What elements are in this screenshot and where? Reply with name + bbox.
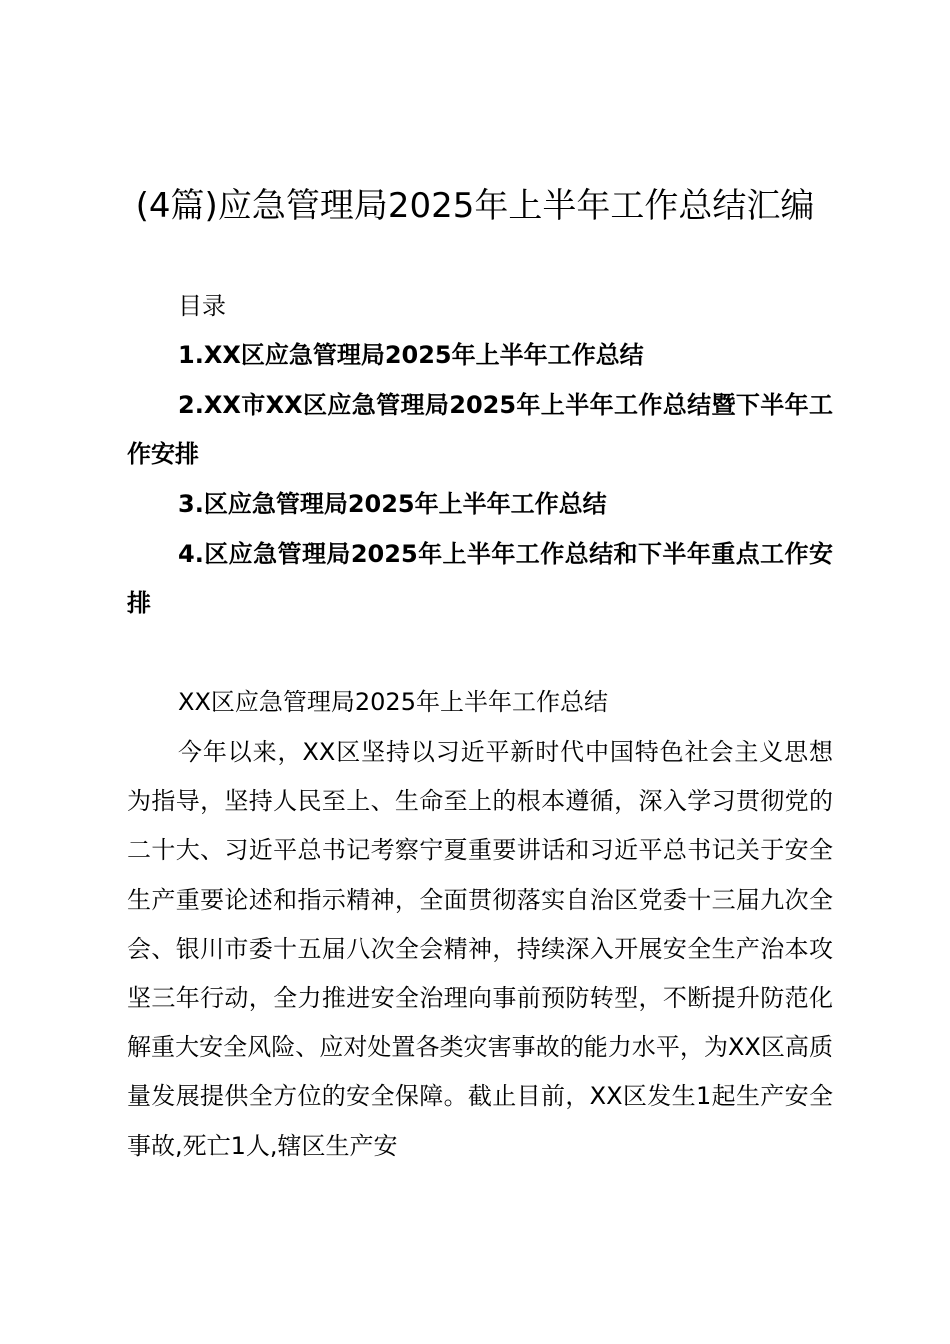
document-title: (4篇)应急管理局2025年上半年工作总结汇编 — [135, 186, 815, 226]
body-paragraph: 今年以来，XX区坚持以习近平新时代中国特色社会主义思想为指导，坚持人民至上、生命至上的根本遵循，深入学习贯彻党的二十大、习近平总书记考察宁夏重要讲话和习近平总书记关于安全生产重要论述和指示精神，全面贯彻落实自治区党委十三届九次全会、银川市委十五届八次全会精神，持续深入开展安全生产治本攻坚三年行动，全力推进安全治理向事前预防转型，不断提升防范化解重大安全风险、应对处置各类灾害事故的能力水平，为XX区高质量发展提供全方位的安全保障。截止目前，XX区发生1起生产安全事故,死亡1人,辖区生产安 — [127, 738, 833, 1160]
toc-item-4: 4.区应急管理局2025年上半年工作总结和下半年重点工作安排 — [127, 540, 833, 617]
section-title: XX区应急管理局2025年上半年工作总结 — [178, 688, 608, 716]
toc-item-1: 1.XX区应急管理局2025年上半年工作总结 — [178, 341, 644, 369]
toc-item-2: 2.XX市XX区应急管理局2025年上半年工作总结暨下半年工作安排 — [127, 391, 833, 468]
toc-item-3: 3.区应急管理局2025年上半年工作总结 — [178, 490, 607, 518]
toc-heading: 目录 — [178, 292, 226, 320]
